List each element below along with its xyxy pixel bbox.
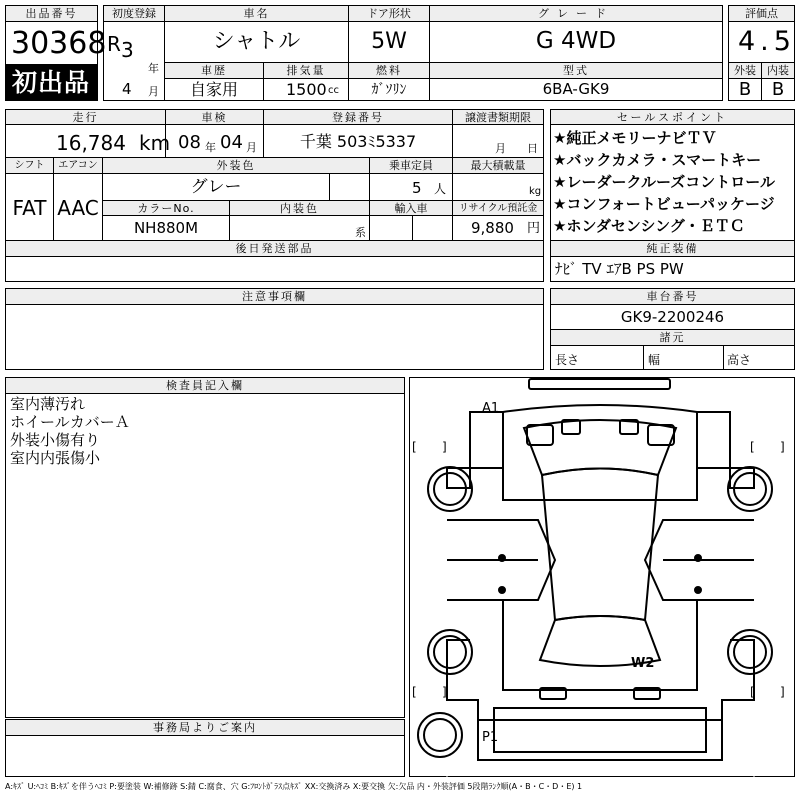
grade-label: グレード [429, 5, 723, 22]
import-label: 輸入車 [369, 200, 453, 216]
color-no-cell [102, 215, 230, 241]
height-label: 高さ [727, 353, 752, 367]
grade-cell [429, 21, 723, 63]
bracket-open: [ [750, 685, 755, 699]
first-listing-badge [5, 64, 98, 101]
mileage-label: 走行 [5, 109, 166, 125]
chassis-number: GK9-2200246 [620, 308, 725, 326]
car-name: シャトル [212, 29, 301, 54]
notes-label: 注意事項欄 [5, 288, 544, 305]
exterior-grade-cell [728, 78, 762, 101]
transfer-deadline-cell [452, 124, 544, 158]
displacement-label: 排気量 [263, 62, 349, 79]
registration-month: 4 [122, 80, 132, 98]
displacement: 1500 [286, 80, 327, 99]
damage-mark-a1: A1 [482, 401, 500, 416]
sales-point-item: ★コンフォートビューパッケージ [553, 195, 775, 213]
grade: G 4WD [535, 28, 617, 54]
inspection-month-unit: 月 [246, 141, 257, 154]
sales-point-item: ★バックカメラ・スマートキー [553, 151, 762, 169]
inspector-notes [5, 393, 405, 718]
import-cell [369, 215, 453, 241]
plate: 千葉 503ﾐ5337 [299, 132, 417, 151]
equipment-label: 純正装備 [550, 240, 795, 257]
recycle-label: リサイクル預託金 [452, 200, 544, 216]
era-prefix: R [107, 32, 121, 56]
inspector-note: 外装小傷有り [10, 431, 101, 449]
dimensions-cell [550, 345, 795, 370]
model: 6BA-GK9 [542, 80, 610, 98]
plate-cell [263, 124, 453, 158]
door-type-label: ドア形状 [348, 5, 430, 22]
width-label: 幅 [648, 353, 661, 367]
door-type: 5W [371, 29, 407, 54]
mileage-unit: km [139, 131, 171, 155]
sales-point-item: ★純正メモリーナビＴＶ [553, 129, 717, 147]
notes-area [5, 304, 544, 370]
interior-grade: B [771, 79, 785, 100]
inspection-year: 08 [178, 132, 201, 153]
max-load-label: 最大積載量 [452, 157, 544, 174]
capacity-label: 乗車定員 [369, 157, 453, 174]
interior-color-unit: 系 [355, 226, 366, 239]
transfer-deadline-label: 譲渡書類期限 [452, 109, 544, 125]
exterior-color-label: 外装色 [102, 157, 370, 174]
fuel-cell [348, 78, 430, 101]
bracket-close: ] [442, 685, 447, 699]
door-type-cell [348, 21, 430, 63]
transfer-month-unit: 月 [495, 142, 506, 155]
history: 自家用 [189, 80, 238, 99]
inspector-label: 検査員記入欄 [5, 377, 405, 394]
recycle-unit: 円 [527, 221, 541, 236]
damage-mark-p1: P1 [482, 730, 499, 745]
car-diagram-box [409, 377, 795, 777]
equipment: ﾅﾋﾞ TV ｴｱB PS PW [555, 260, 684, 278]
score-label: 評価点 [728, 5, 795, 22]
inspector-note: ホイールカバーＡ [10, 413, 130, 431]
inspector-note: 室内薄汚れ [10, 395, 86, 413]
exterior-color: グレー [190, 177, 242, 197]
inspection-month: 04 [220, 132, 243, 153]
office-label: 事務局よりご案内 [5, 719, 405, 736]
exterior-color-cell [102, 173, 370, 201]
model-label: 型式 [429, 62, 723, 79]
lot-number-cell [5, 21, 107, 65]
car-name-cell [164, 21, 349, 63]
plate-label: 登録番号 [263, 109, 453, 125]
bracket-open: [ [750, 440, 755, 454]
inspector-note: 室内内張傷小 [10, 449, 101, 467]
chassis-cell [550, 304, 795, 330]
mileage: 16,784 [56, 131, 126, 155]
year-unit: 年 [148, 62, 159, 75]
shift-label: シフト [5, 157, 54, 174]
displacement-cell [263, 78, 349, 101]
inspection-cell [165, 124, 264, 158]
sales-point-item: ★レーダークルーズコントロール [553, 173, 775, 191]
first-registration-label: 初度登録 [103, 5, 165, 22]
sales-points-label: セールスポイント [550, 109, 795, 125]
interior-color-label: 内装色 [229, 200, 370, 216]
lot-number: 30368 [11, 26, 107, 61]
first-listing-text: 初出品 [12, 68, 91, 97]
interior-grade-label: 内装 [761, 62, 795, 79]
equipment-cell [550, 256, 795, 282]
later-parts-label: 後日発送部品 [5, 240, 544, 257]
interior-grade-cell [761, 78, 795, 101]
car-name-label: 車名 [164, 5, 349, 22]
displacement-unit: cc [328, 85, 339, 96]
mileage-cell [5, 124, 171, 158]
fuel: ｶﾞｿﾘﾝ [371, 82, 407, 98]
later-parts-cell [5, 256, 544, 282]
capacity: 5 [412, 179, 422, 197]
capacity-unit: 人 [434, 182, 447, 196]
inspection-year-unit: 年 [205, 141, 216, 154]
bracket-close: ] [780, 440, 785, 454]
sales-point-item: ★ホンダセンシング・ＥＴＣ [553, 217, 745, 235]
shift: FAT [12, 196, 47, 220]
model-cell [429, 78, 723, 101]
max-load-cell [452, 173, 544, 201]
transfer-day-unit: 日 [527, 142, 538, 155]
color-no-label: カラーNo. [102, 200, 230, 216]
bracket-open: [ [412, 440, 417, 454]
length-label: 長さ [555, 353, 580, 367]
color-no: NH880M [133, 219, 199, 237]
ac: AAC [57, 196, 99, 220]
damage-mark-w2: W2 [631, 656, 655, 671]
lot-number-label: 出品番号 [5, 5, 98, 22]
fuel-label: 燃料 [348, 62, 430, 79]
ac-label: エアコン [53, 157, 103, 174]
interior-color-cell [229, 215, 370, 241]
max-load-unit: kg [529, 186, 542, 197]
score: 4.5 [738, 26, 796, 57]
legend: A:ｷｽﾞ U:ﾍｺﾐ B:ｷｽﾞを伴うﾍｺﾐ P:要塗装 W:補修跡 S:錆 C:腐食、穴 G:ﾌﾛﾝﾄｶﾞﾗｽ点ｷｽﾞ XX:交換済み X:要交換 欠:欠品 内・外装評価 5段階ﾗﾝｸ順(A・B・C・D・E) 1 [5, 782, 583, 791]
office-area [5, 735, 405, 777]
first-registration-cell [103, 21, 165, 101]
shift-cell [5, 173, 54, 241]
chassis-label: 車台番号 [550, 288, 795, 305]
sales-points-list [550, 124, 795, 241]
dimensions-label: 諸元 [550, 329, 795, 346]
capacity-cell [369, 173, 453, 201]
registration-year: 3 [121, 38, 134, 62]
bracket-open: [ [412, 685, 417, 699]
exterior-grade: B [738, 79, 752, 100]
month-unit: 月 [148, 85, 159, 98]
score-cell [728, 21, 795, 63]
history-label: 車歴 [164, 62, 264, 79]
history-cell [164, 78, 264, 101]
inspection-label: 車検 [165, 109, 264, 125]
exterior-grade-label: 外装 [728, 62, 762, 79]
recycle-cell [452, 215, 544, 241]
ac-cell [53, 173, 103, 241]
bracket-close: ] [780, 685, 785, 699]
bracket-close: ] [442, 440, 447, 454]
recycle-fee: 9,880 [471, 219, 514, 237]
